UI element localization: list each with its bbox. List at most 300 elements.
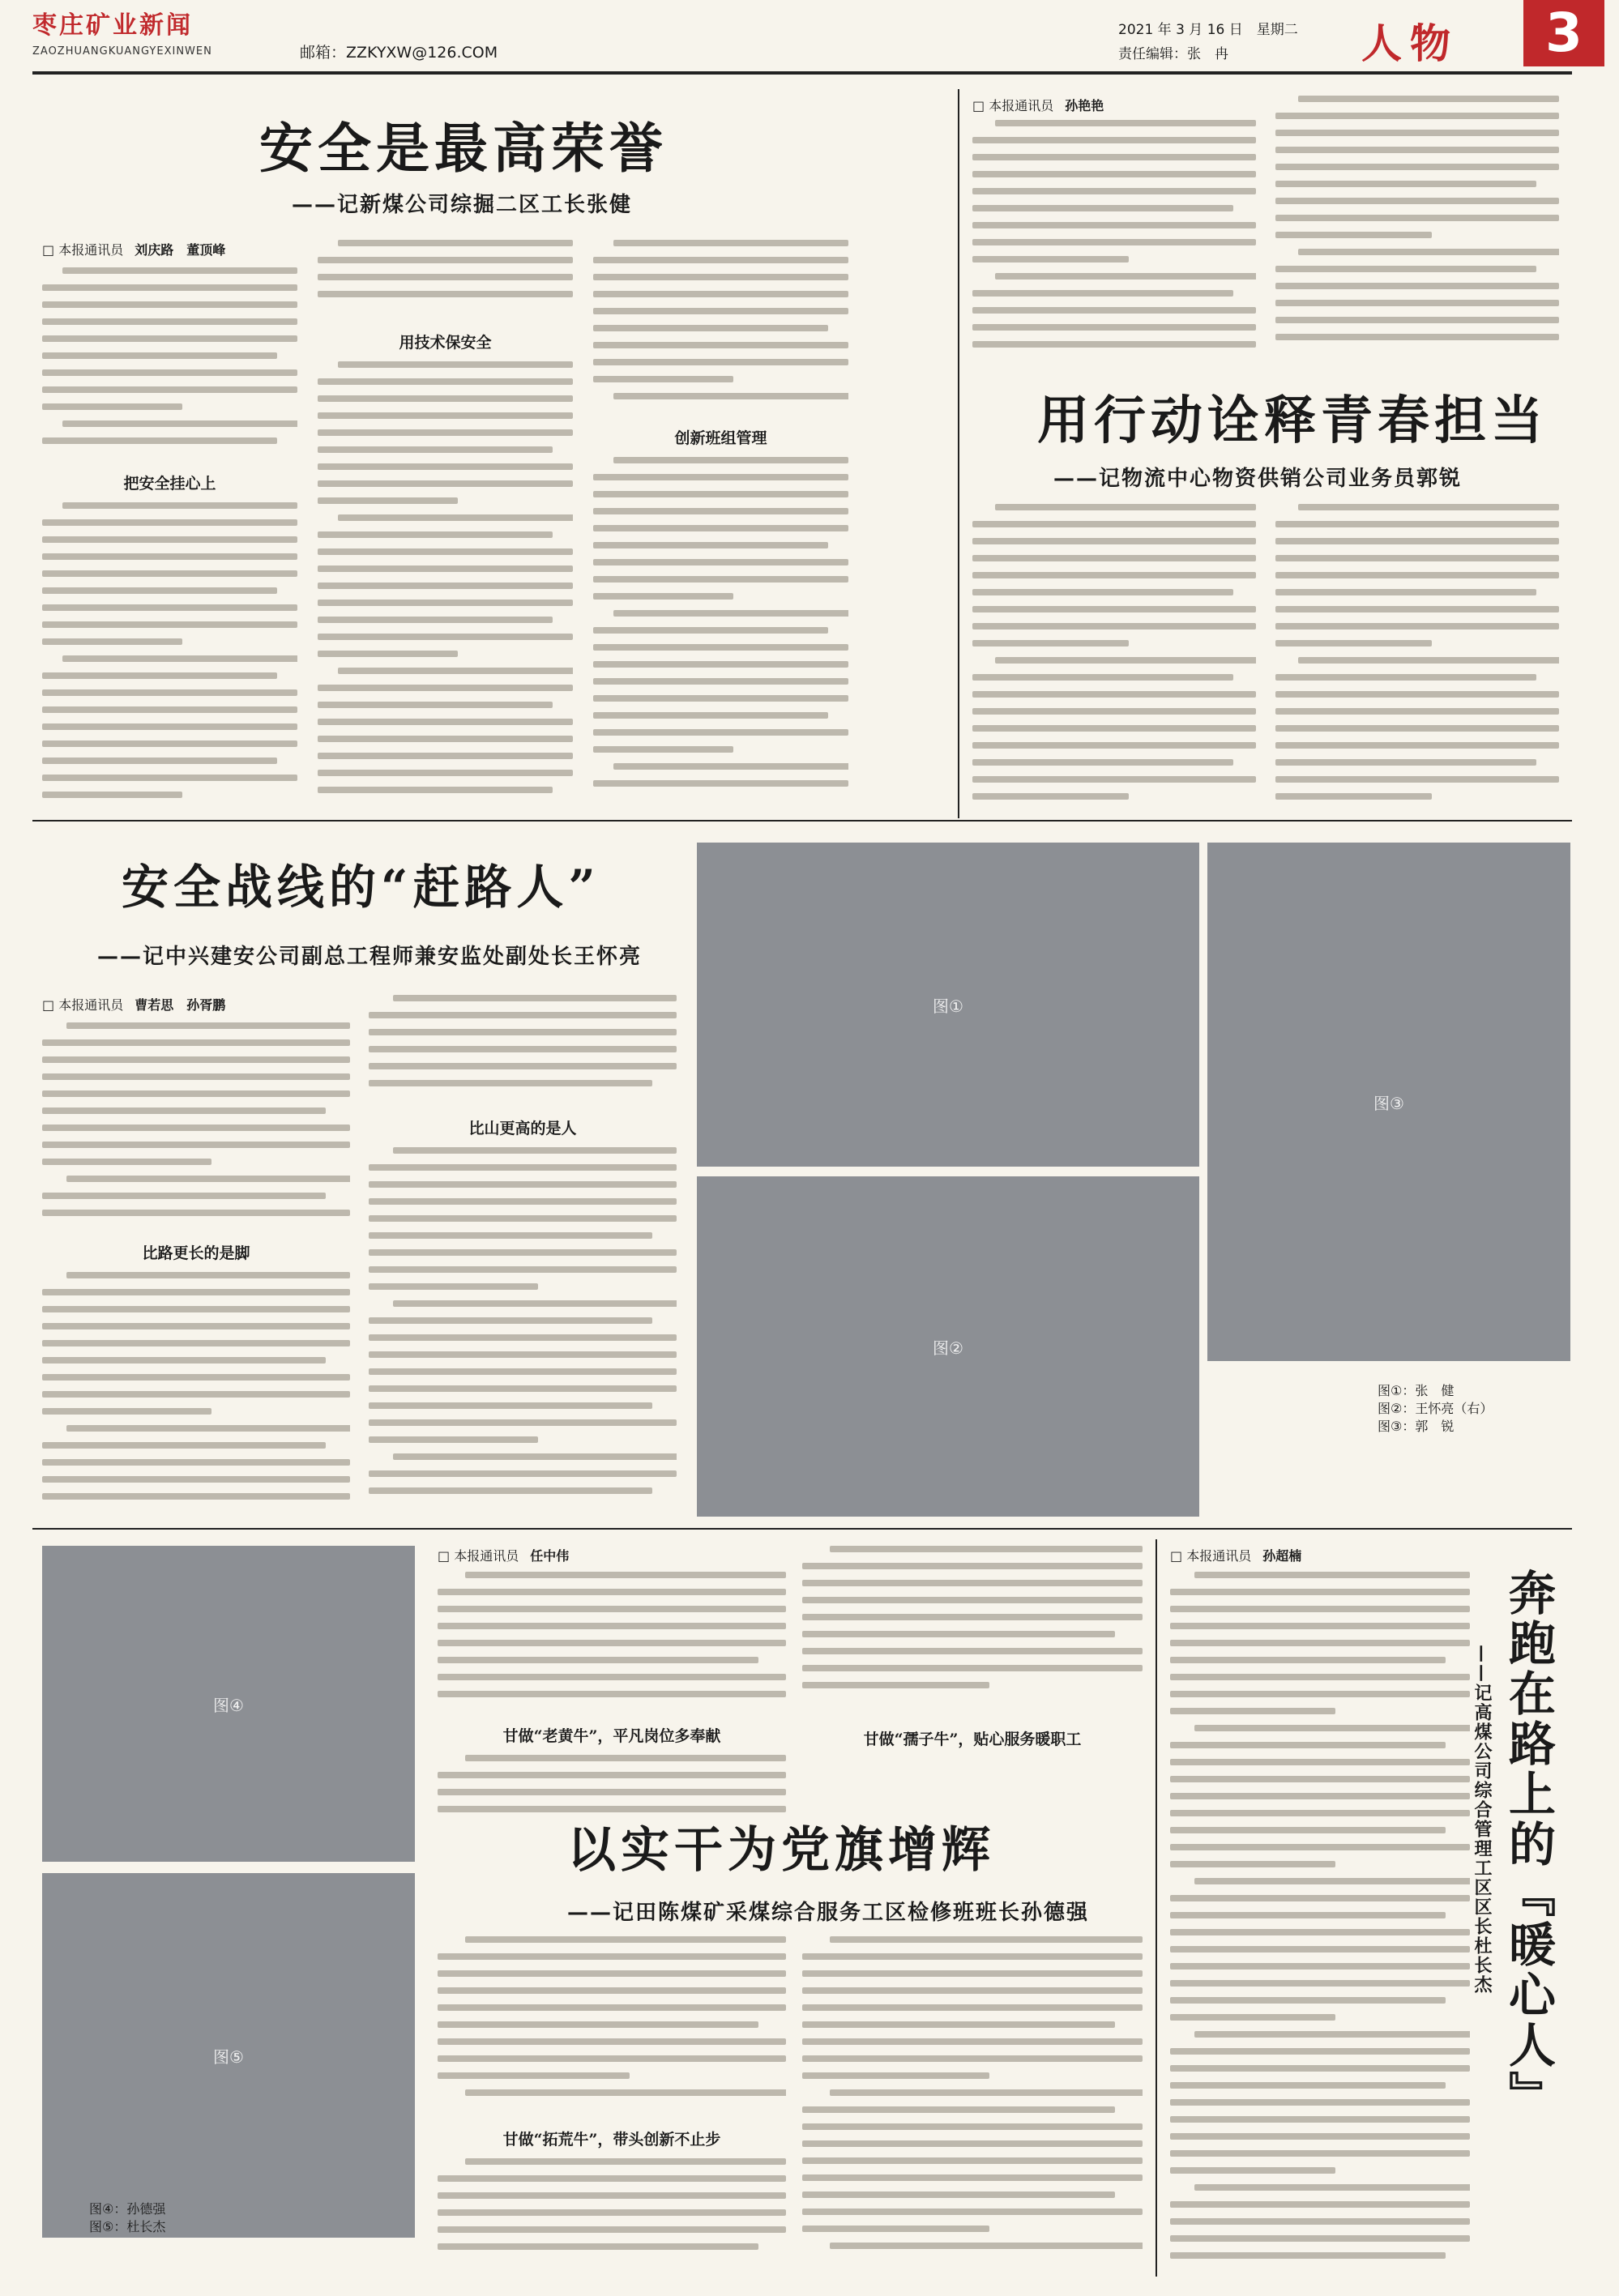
body-text-line [318, 412, 573, 419]
body-text-line [593, 627, 828, 634]
body-text-line [1298, 249, 1559, 255]
body-text-line [1275, 130, 1559, 136]
body-text-line [593, 308, 848, 314]
body-text-line [972, 606, 1256, 612]
body-text-line [613, 610, 848, 617]
article-3-column-2b [369, 1147, 677, 1515]
body-text-line [1275, 674, 1536, 681]
body-text-line [438, 2226, 786, 2233]
body-text-line [42, 1142, 350, 1148]
body-text-line [1275, 215, 1559, 221]
body-text-line [62, 655, 297, 662]
body-text-line [42, 758, 277, 764]
body-text-line [42, 1193, 326, 1199]
body-text-line [613, 763, 848, 770]
body-text-line [802, 1631, 1115, 1637]
body-text-line [465, 1936, 786, 1943]
body-text-line [802, 2055, 1143, 2062]
body-text-line [1275, 232, 1432, 238]
body-text-line [830, 2089, 1143, 2096]
body-text-line [1170, 2218, 1470, 2225]
body-text-line [613, 457, 848, 463]
body-text-line [1170, 2133, 1470, 2140]
body-text-line [438, 1623, 786, 1629]
byline-label: 本报通讯员 [989, 98, 1054, 113]
body-text-line [318, 531, 553, 538]
body-text-line [802, 2226, 989, 2232]
body-text-line [338, 361, 573, 368]
article-3-column-1a [42, 1022, 350, 1233]
body-text-line [369, 1215, 677, 1222]
article-1-column-3b [593, 457, 848, 810]
body-text-line [972, 521, 1256, 527]
body-text-line [42, 570, 297, 577]
caption-3: 图③：郭 锐 [1378, 1419, 1455, 1434]
body-text-line [802, 2021, 1115, 2028]
photo-captions-bottom [89, 2200, 165, 2236]
body-text-line [42, 386, 297, 393]
body-text-line [42, 1323, 350, 1329]
body-text-line [802, 2004, 1143, 2011]
body-text-line [66, 1425, 350, 1432]
article-4-column-2a [802, 1546, 1143, 1708]
body-text-line [802, 2106, 1115, 2113]
body-text-line [593, 695, 848, 702]
body-text-line [369, 1063, 677, 1069]
body-text-line [318, 787, 553, 793]
article-4-subhead-3: 甘做“拓荒牛”，带头创新不止步 [502, 2131, 721, 2149]
body-text-line [369, 1470, 677, 1477]
issue-date: 2021 年 3 月 16 日 星期二 [1118, 22, 1298, 38]
body-text-line [369, 1249, 677, 1256]
body-text-line [318, 583, 573, 589]
body-text-line [972, 307, 1256, 314]
body-text-line [369, 1419, 677, 1426]
photo-1-label: 图① [933, 996, 963, 1016]
body-text-line [438, 2243, 758, 2250]
body-text-line [42, 369, 297, 376]
article-3-column-2a [369, 995, 677, 1108]
body-text-line [42, 740, 297, 747]
body-text-line [42, 1289, 350, 1295]
body-text-line [438, 2175, 786, 2182]
body-text-line [593, 576, 848, 583]
body-text-line [593, 257, 848, 263]
byline-names: 刘庆路 董顶峰 [135, 242, 226, 258]
body-text-line [972, 589, 1233, 595]
body-text-line [42, 352, 277, 359]
body-text-line [465, 1755, 786, 1761]
article-1-column-1b [42, 502, 297, 810]
body-text-line [972, 640, 1129, 647]
body-text-line [1275, 521, 1559, 527]
body-text-line [1275, 691, 1559, 698]
body-text-line [1194, 1572, 1470, 1578]
body-text-line [318, 395, 573, 402]
body-text-line [972, 188, 1256, 194]
body-text-line [465, 2158, 786, 2165]
body-text-line [42, 1391, 350, 1398]
body-text-line [802, 2157, 1143, 2164]
body-text-line [1275, 623, 1559, 629]
paper-pinyin: ZAOZHUANGKUANGYEXINWEN [32, 45, 212, 58]
body-text-line [438, 2209, 786, 2216]
article-1-subtitle: ——记新煤公司综掘二区工长张健 [292, 193, 633, 217]
body-text-line [369, 1487, 652, 1494]
body-text-line [830, 1936, 1143, 1943]
body-text-line [1275, 572, 1559, 578]
article-3-subhead-1: 比路更长的是脚 [142, 1244, 250, 1262]
body-text-line [438, 1640, 786, 1646]
photo-2 [697, 1176, 1199, 1517]
body-text-line [972, 776, 1256, 783]
caption-2: 图②：王怀亮（右） [1378, 1401, 1493, 1416]
body-text-line [369, 1334, 677, 1341]
article-3-title: 安全战线的“赶路人” [122, 860, 600, 915]
body-text-line [62, 267, 297, 274]
body-text-line [593, 712, 828, 719]
body-text-line [1275, 555, 1559, 561]
body-text-line [1170, 1708, 1335, 1714]
body-text-line [802, 2191, 1115, 2198]
body-text-line [1275, 113, 1559, 119]
body-text-line [995, 504, 1256, 510]
body-text-line [66, 1176, 350, 1182]
body-text-line [438, 2038, 786, 2045]
article-5-title: 奔跑在路上的『暖心人』 [1501, 1568, 1556, 2121]
body-text-line [438, 2192, 786, 2199]
body-text-line [593, 525, 848, 531]
byline-label: 本报通讯员 [58, 242, 124, 258]
body-text-line [593, 746, 733, 753]
body-text-line [42, 536, 297, 543]
body-text-line [369, 1198, 677, 1205]
body-text-line [1170, 1742, 1446, 1748]
article-4-subhead-2: 甘做“孺子牛”，贴心服务暖职工 [863, 1731, 1082, 1748]
body-text-line [42, 403, 182, 410]
body-text-line [972, 341, 1256, 348]
article-1-column-1a [42, 267, 297, 462]
photo-5 [42, 1873, 415, 2238]
body-text-line [438, 2055, 786, 2062]
body-text-line [369, 1181, 677, 1188]
body-text-line [1170, 1759, 1470, 1765]
body-text-line [802, 1614, 1143, 1620]
body-text-line [369, 1402, 652, 1409]
body-text-line [338, 240, 573, 246]
body-text-line [802, 2072, 989, 2079]
body-text-line [1170, 1623, 1470, 1629]
body-text-line [802, 1648, 1143, 1654]
article-2-column-3 [972, 504, 1256, 810]
body-text-line [369, 1385, 677, 1392]
body-text-line [1170, 2201, 1470, 2208]
article-5-byline: □ 本报通讯员 孙超楠 [1170, 1548, 1302, 1564]
article-3-byline: □ 本报通讯员 曹若思 孙胥鹏 [42, 997, 226, 1013]
body-text-line [1275, 147, 1559, 153]
body-text-line [1170, 1657, 1446, 1663]
body-text-line [972, 793, 1129, 800]
body-text-line [438, 1674, 786, 1680]
body-text-line [1170, 1963, 1470, 1970]
body-text-line [369, 1351, 677, 1358]
body-text-line [42, 1159, 211, 1165]
body-text-line [1170, 1674, 1470, 1680]
body-text-line [1170, 1589, 1470, 1595]
body-text-line [42, 1210, 350, 1216]
body-text-line [438, 1772, 786, 1778]
body-text-line [1275, 742, 1559, 749]
body-text-line [1170, 2235, 1470, 2242]
body-text-line [593, 729, 848, 736]
body-text-line [369, 1436, 538, 1443]
body-text-line [593, 559, 848, 565]
body-text-line [593, 542, 828, 548]
body-text-line [1170, 1861, 1335, 1867]
body-text-line [972, 154, 1256, 160]
photo-3 [1207, 843, 1570, 1361]
article-4-title: 以实干为党旗增辉 [567, 1822, 995, 1879]
article-4-byline: □ 本报通讯员 任中伟 [438, 1548, 570, 1564]
body-text-line [1170, 1691, 1470, 1697]
body-text-line [318, 600, 573, 606]
body-text-line [438, 1953, 786, 1960]
email-address: 邮箱：ZZKYXW@126.COM [300, 44, 498, 62]
body-text-line [1275, 300, 1559, 306]
body-text-line [972, 171, 1256, 177]
body-text-line [438, 1589, 786, 1595]
article-2-column-1 [972, 120, 1256, 363]
article-5-subtitle: ——记高煤公司综合管理工区区长杜长杰 [1472, 1645, 1493, 1995]
body-text-line [62, 420, 297, 427]
body-text-line [42, 1408, 211, 1415]
article-3-subtitle: ——记中兴建安公司副总工程师兼安监处副处长王怀亮 [97, 945, 643, 969]
body-text-line [369, 1232, 652, 1239]
body-text-line [42, 1107, 326, 1114]
body-text-line [393, 1300, 677, 1307]
article-4-column-1a [438, 1572, 786, 1718]
body-text-line [1275, 334, 1559, 340]
body-text-line [593, 678, 848, 685]
body-text-line [802, 1953, 1143, 1960]
body-text-line [62, 502, 297, 509]
page-number: 3 [1523, 0, 1604, 66]
body-text-line [830, 2243, 1143, 2249]
body-text-line [1170, 1640, 1470, 1646]
body-text-line [318, 480, 573, 487]
article-1-column-2a [318, 240, 573, 321]
body-text-line [593, 291, 848, 297]
body-text-line [1170, 2150, 1470, 2157]
body-text-line [318, 291, 573, 297]
photo-2-label: 图② [933, 1338, 963, 1358]
body-text-line [318, 463, 573, 470]
body-text-line [42, 672, 277, 679]
body-text-line [318, 736, 573, 742]
body-text-line [613, 240, 848, 246]
body-text-line [42, 1125, 350, 1131]
body-text-line [318, 617, 553, 623]
body-text-line [42, 1459, 350, 1466]
body-text-line [1275, 283, 1559, 289]
body-text-line [42, 1476, 350, 1483]
body-text-line [42, 1073, 350, 1080]
body-text-line [1170, 2014, 1335, 2021]
body-text-line [1275, 606, 1559, 612]
article-2-column-4 [1275, 504, 1559, 810]
body-text-line [972, 256, 1129, 262]
body-text-line [593, 474, 848, 480]
body-text-line [438, 1691, 786, 1697]
article-1-column-2b [318, 361, 573, 810]
body-text-line [369, 1266, 677, 1273]
body-text-line [66, 1022, 350, 1029]
body-text-line [42, 335, 297, 342]
body-text-line [42, 706, 297, 713]
body-text-line [42, 318, 297, 325]
body-text-line [42, 1056, 350, 1063]
body-text-line [593, 780, 848, 787]
body-text-line [593, 274, 848, 280]
byline-names: 曹若思 孙胥鹏 [135, 997, 226, 1013]
body-text-line [42, 1374, 350, 1381]
body-text-line [593, 644, 848, 651]
article-2-column-2 [1275, 96, 1559, 363]
body-text-line [1170, 1997, 1446, 2004]
body-text-line [593, 376, 733, 382]
body-text-line [1170, 1980, 1470, 1987]
body-text-line [802, 2174, 1143, 2181]
body-text-line [465, 2089, 786, 2096]
body-text-line [593, 342, 848, 348]
body-text-line [995, 273, 1256, 280]
body-text-line [1170, 1946, 1470, 1952]
body-text-line [369, 1164, 677, 1171]
body-text-line [318, 651, 458, 657]
body-text-line [1170, 2099, 1470, 2106]
body-text-line [593, 491, 848, 497]
body-text-line [338, 514, 573, 521]
body-text-line [1298, 657, 1559, 664]
body-text-line [438, 1789, 786, 1795]
body-text-line [318, 429, 573, 436]
body-text-line [1170, 2065, 1470, 2072]
body-text-line [972, 538, 1256, 544]
body-text-line [318, 753, 573, 759]
body-text-line [1170, 2082, 1446, 2089]
body-text-line [972, 324, 1256, 331]
body-text-line [42, 638, 182, 645]
body-text-line [1194, 2184, 1470, 2191]
body-text-line [42, 1090, 350, 1097]
masthead [32, 0, 1596, 70]
body-text-line [593, 325, 828, 331]
photo-1 [697, 843, 1199, 1167]
body-text-line [42, 723, 297, 730]
article-4-column-3b [438, 2158, 786, 2272]
body-text-line [1170, 2167, 1335, 2174]
body-text-line [369, 1046, 677, 1052]
photo-3-label: 图③ [1373, 1093, 1404, 1113]
body-text-line [1170, 1912, 1446, 1918]
body-text-line [42, 1340, 350, 1346]
body-text-line [369, 1080, 652, 1086]
body-text-line [802, 1597, 1143, 1603]
body-text-line [802, 2140, 1143, 2147]
body-text-line [1194, 1878, 1470, 1884]
body-text-line [1275, 266, 1536, 272]
body-text-line [318, 685, 573, 691]
body-text-line [1275, 708, 1559, 715]
body-text-line [995, 120, 1256, 126]
body-text-line [593, 359, 848, 365]
body-text-line [438, 2072, 630, 2079]
body-text-line [1170, 1895, 1470, 1901]
byline-label: 本报通讯员 [58, 997, 124, 1013]
body-text-line [393, 995, 677, 1001]
body-text-line [972, 725, 1256, 732]
byline-names: 任中伟 [530, 1548, 570, 1564]
article-4-column-4 [802, 1936, 1143, 2272]
body-text-line [972, 691, 1256, 698]
body-text-line [972, 555, 1256, 561]
body-text-line [369, 1368, 677, 1375]
article-1-subhead-2: 用技术保安全 [399, 334, 492, 352]
body-text-line [438, 1657, 758, 1663]
body-text-line [438, 2004, 786, 2011]
body-text-line [995, 657, 1256, 664]
article-1-byline: □ 本报通讯员 刘庆路 董顶峰 [42, 242, 226, 258]
body-text-line [1275, 640, 1432, 647]
body-text-line [318, 565, 573, 572]
byline-names: 孙艳艳 [1065, 98, 1104, 113]
section-rule [32, 820, 1572, 822]
photo-captions-top [1378, 1382, 1493, 1436]
body-text-line [438, 1606, 786, 1612]
article-3-subhead-2: 比山更高的是人 [468, 1120, 577, 1137]
body-text-line [318, 702, 553, 708]
body-text-line [972, 572, 1256, 578]
body-text-line [972, 205, 1233, 211]
body-text-line [1170, 1827, 1446, 1833]
body-text-line [369, 1317, 652, 1324]
body-text-line [465, 1572, 786, 1578]
body-text-line [593, 661, 848, 668]
body-text-line [613, 393, 848, 399]
body-text-line [438, 2021, 758, 2028]
body-text-line [1170, 1810, 1470, 1816]
photo-4-label: 图④ [213, 1695, 244, 1715]
body-text-line [972, 674, 1233, 681]
body-text-line [42, 553, 297, 560]
body-text-line [369, 1029, 677, 1035]
body-text-line [802, 1987, 1143, 1994]
body-text-line [972, 759, 1233, 766]
body-text-line [1275, 164, 1559, 170]
byline-label: 本报通讯员 [1186, 1548, 1252, 1564]
responsible-editor: 责任编辑：张 冉 [1118, 46, 1228, 62]
body-text-line [42, 437, 277, 444]
body-text-line [42, 689, 297, 696]
body-text-line [830, 1546, 1143, 1552]
body-text-line [318, 446, 553, 453]
body-text-line [802, 2123, 1143, 2130]
body-text-line [1298, 504, 1559, 510]
body-text-line [972, 708, 1256, 715]
body-text-line [1275, 589, 1536, 595]
body-text-line [338, 668, 573, 674]
body-text-line [42, 284, 297, 291]
